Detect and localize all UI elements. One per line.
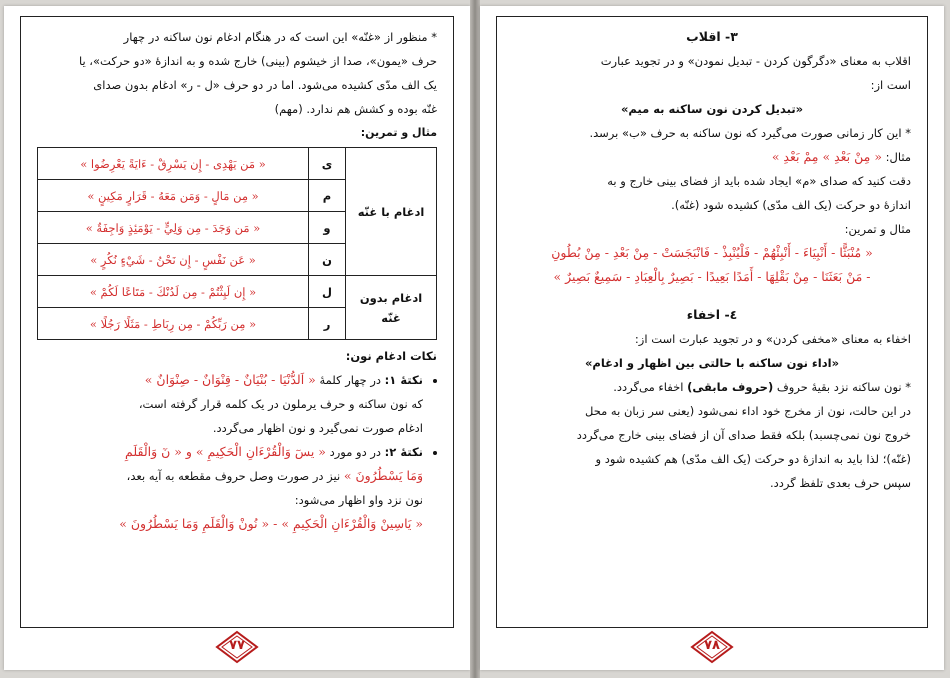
quran-text: وَمَا يَسْطُرُونَ » [343, 468, 423, 483]
page-frame [20, 16, 454, 628]
table-letter: ی [309, 148, 346, 180]
page-number: ۷۸ [704, 638, 720, 653]
rule-line: * نون ساکنه نزد بقیهٔ حروف (حروف مابقی) اخفاء می‌گردد. [613, 380, 911, 394]
table-example: « مِن رَبِّكُمْ - مِن رِبَاطِ - مَثَلًا رَجُلًا » [38, 308, 309, 340]
note-text: در دو مورد [329, 445, 382, 459]
example-label: مثال و تمرین: [360, 126, 437, 139]
note-text: نیز در صورت وصل حروف مقطعه به آیه بعد، [126, 469, 341, 483]
note-label: نکتهٔ ۱: [384, 373, 423, 387]
table-letter: ل [309, 276, 346, 308]
note-item-1 [37, 368, 423, 392]
table-letter: م [309, 180, 346, 212]
note-label: نکتهٔ ۲: [384, 445, 423, 459]
table-row [38, 276, 437, 308]
body-line: در این حالت، نون از مخرج خود اداء نمی‌شود (یعنی سر زبان به محل [584, 404, 911, 418]
page-number-badge [215, 630, 259, 664]
table-example: « مَن وَجَدَ - مِن وَلِيٍّ - يَوْمَئِذٍ وَاجِفَةٌ » [38, 212, 309, 244]
page-77 [4, 6, 470, 670]
group-label-with-ghunna: ادغام با غنّه [346, 148, 437, 276]
body-line: اقلاب به معنای «دگرگون کردن - تبدیل نمودن» و در تجوید عبارت [600, 54, 911, 68]
quran-text: - مَنْ بَعَثَنَا - مِنْ بَقْلِهَا - أَمَدًا بَعِيدًا - بَصِيرٌ بِالْعِبَادِ - سَمِيعٌ بَصِيرٌ » [553, 269, 871, 284]
note-line: نون نزد واو اظهار می‌شود: [294, 493, 423, 507]
spacer [513, 289, 911, 303]
body-line: اخفاء به معنای «مخفی کردن» و در تجوید عبارت است از: [634, 332, 911, 346]
note-line: ادغام صورت نمی‌گیرد و نون اظهار می‌گردد. [212, 421, 423, 435]
table-letter: و [309, 212, 346, 244]
table-letter: ر [309, 308, 346, 340]
note-line: که نون ساکنه و حرف یرملون در یک کلمه قرار گرفته است، [138, 397, 423, 411]
section-title-ikhfa: ٤- اخفاء [686, 307, 738, 322]
idgham-table [37, 147, 437, 340]
definition: «اداء نون ساکنه با حالتی بین اظهار و ادغام» [584, 356, 840, 370]
notes-list [37, 368, 437, 536]
intro-line: حرف «یمون»، صدا از خیشوم (بینی) خارج شده و به اندازهٔ «دو حرکت»، یا [78, 54, 437, 68]
definition: «تبدیل کردن نون ساکنه به میم» [620, 102, 804, 116]
page-number: ۷۷ [229, 638, 245, 653]
example-line [513, 145, 911, 169]
quran-text: « اَلدُّنْيَا - بُنْيَانٌ - قِنْوَانٌ - صِنْوَانٌ » [144, 372, 316, 387]
intro-line: * منظور از «غنّه» این است که در هنگام ادغام نون ساکنه در چهار [123, 30, 437, 44]
page-78 [480, 6, 944, 670]
body-line: دقت کنید که صدای «م» ایجاد شده باید از فضای بینی خارج و به [607, 174, 911, 188]
quran-text: « مِنْ بَعْدِ » مِمْ بَعْدِ » [771, 149, 882, 164]
book-gutter [470, 0, 480, 678]
quran-text: « مُنْبَثًّا - أَنْبِيَاءَ - أَنْبِئْهُمْ - فَلْيُنْبِذْ - فَانْبَجَسَتْ - مِنْ بَعْدِ - مِنْ بُطُونِ [551, 245, 873, 260]
group-label-without-ghunna: ادغام بدون غنّه [346, 276, 437, 340]
page-77-content [37, 25, 437, 536]
body-line: خروج نون نمی‌چسبد) بلکه فقط صدای آن از فضای بینی خارج می‌گردد [576, 428, 911, 442]
section-title-iqlab: ۳- اقلاب [686, 29, 738, 44]
table-example: « إِن لَيِثْتُمْ - مِن لَدُنْكَ - مَتَاعًا لَكُمْ » [38, 276, 309, 308]
body-line: است از: [870, 78, 911, 92]
notes-title: نکات ادغام نون: [345, 349, 437, 363]
exercise-label: مثال و تمرین: [844, 222, 911, 236]
page-number-badge [690, 630, 734, 664]
table-example: « عَن نَفْسٍ - إِن نَحْنُ - شَيْءٍ نُكُرٍ » [38, 244, 309, 276]
body-line: اندازهٔ دو حرکت (یک الف مدّی) کشیده شود (غنّه). [671, 198, 911, 212]
example-label: مثال: [885, 150, 911, 164]
idgham-table-wrap [37, 147, 437, 340]
page-78-content [513, 25, 911, 495]
intro-line: غنّه بوده و کشش هم ندارد. (مهم) [274, 102, 437, 116]
body-line: سپس حرف بعدی تلفظ گردد. [769, 476, 911, 490]
table-example: « مَن يَهْدِی - إِن يَسْرِقْ - ءَايَةً يَعْرِضُوا » [38, 148, 309, 180]
table-example: « مِن مَالٍ - وَمَن مَعَهُ - قَرَارٍ مَكِينٍ » [38, 180, 309, 212]
note-text: در چهار کلمهٔ [319, 373, 382, 387]
page-frame [496, 16, 928, 628]
intro-line: یک الف مدّی کشیده می‌شود. اما در دو حرف «ل - ر» ادغام بدون صدای [93, 78, 437, 92]
table-letter: ن [309, 244, 346, 276]
quran-text: « يَاسِينْ وَالْقُرْءَانِ الْحَكِيمِ » - « نُونْ وَالْقَلَمِ وَمَا يَسْطُرُونَ » [119, 516, 423, 531]
note-item-2 [37, 440, 423, 464]
note-line [37, 464, 423, 488]
rule-line: * این کار زمانی صورت می‌گیرد که نون ساکنه به حرف «ب» برسد. [589, 126, 911, 140]
table-row [38, 148, 437, 180]
quran-text: « يسٓ وَالْقُرْءَانِ الْحَكِيمِ » و « نٓ وَالْقَلَمِ [125, 444, 326, 459]
body-line: (غنّه)؛ لذا باید به اندازهٔ دو حرکت (یک الف مدّی) هم کشیده شود و [595, 452, 911, 466]
